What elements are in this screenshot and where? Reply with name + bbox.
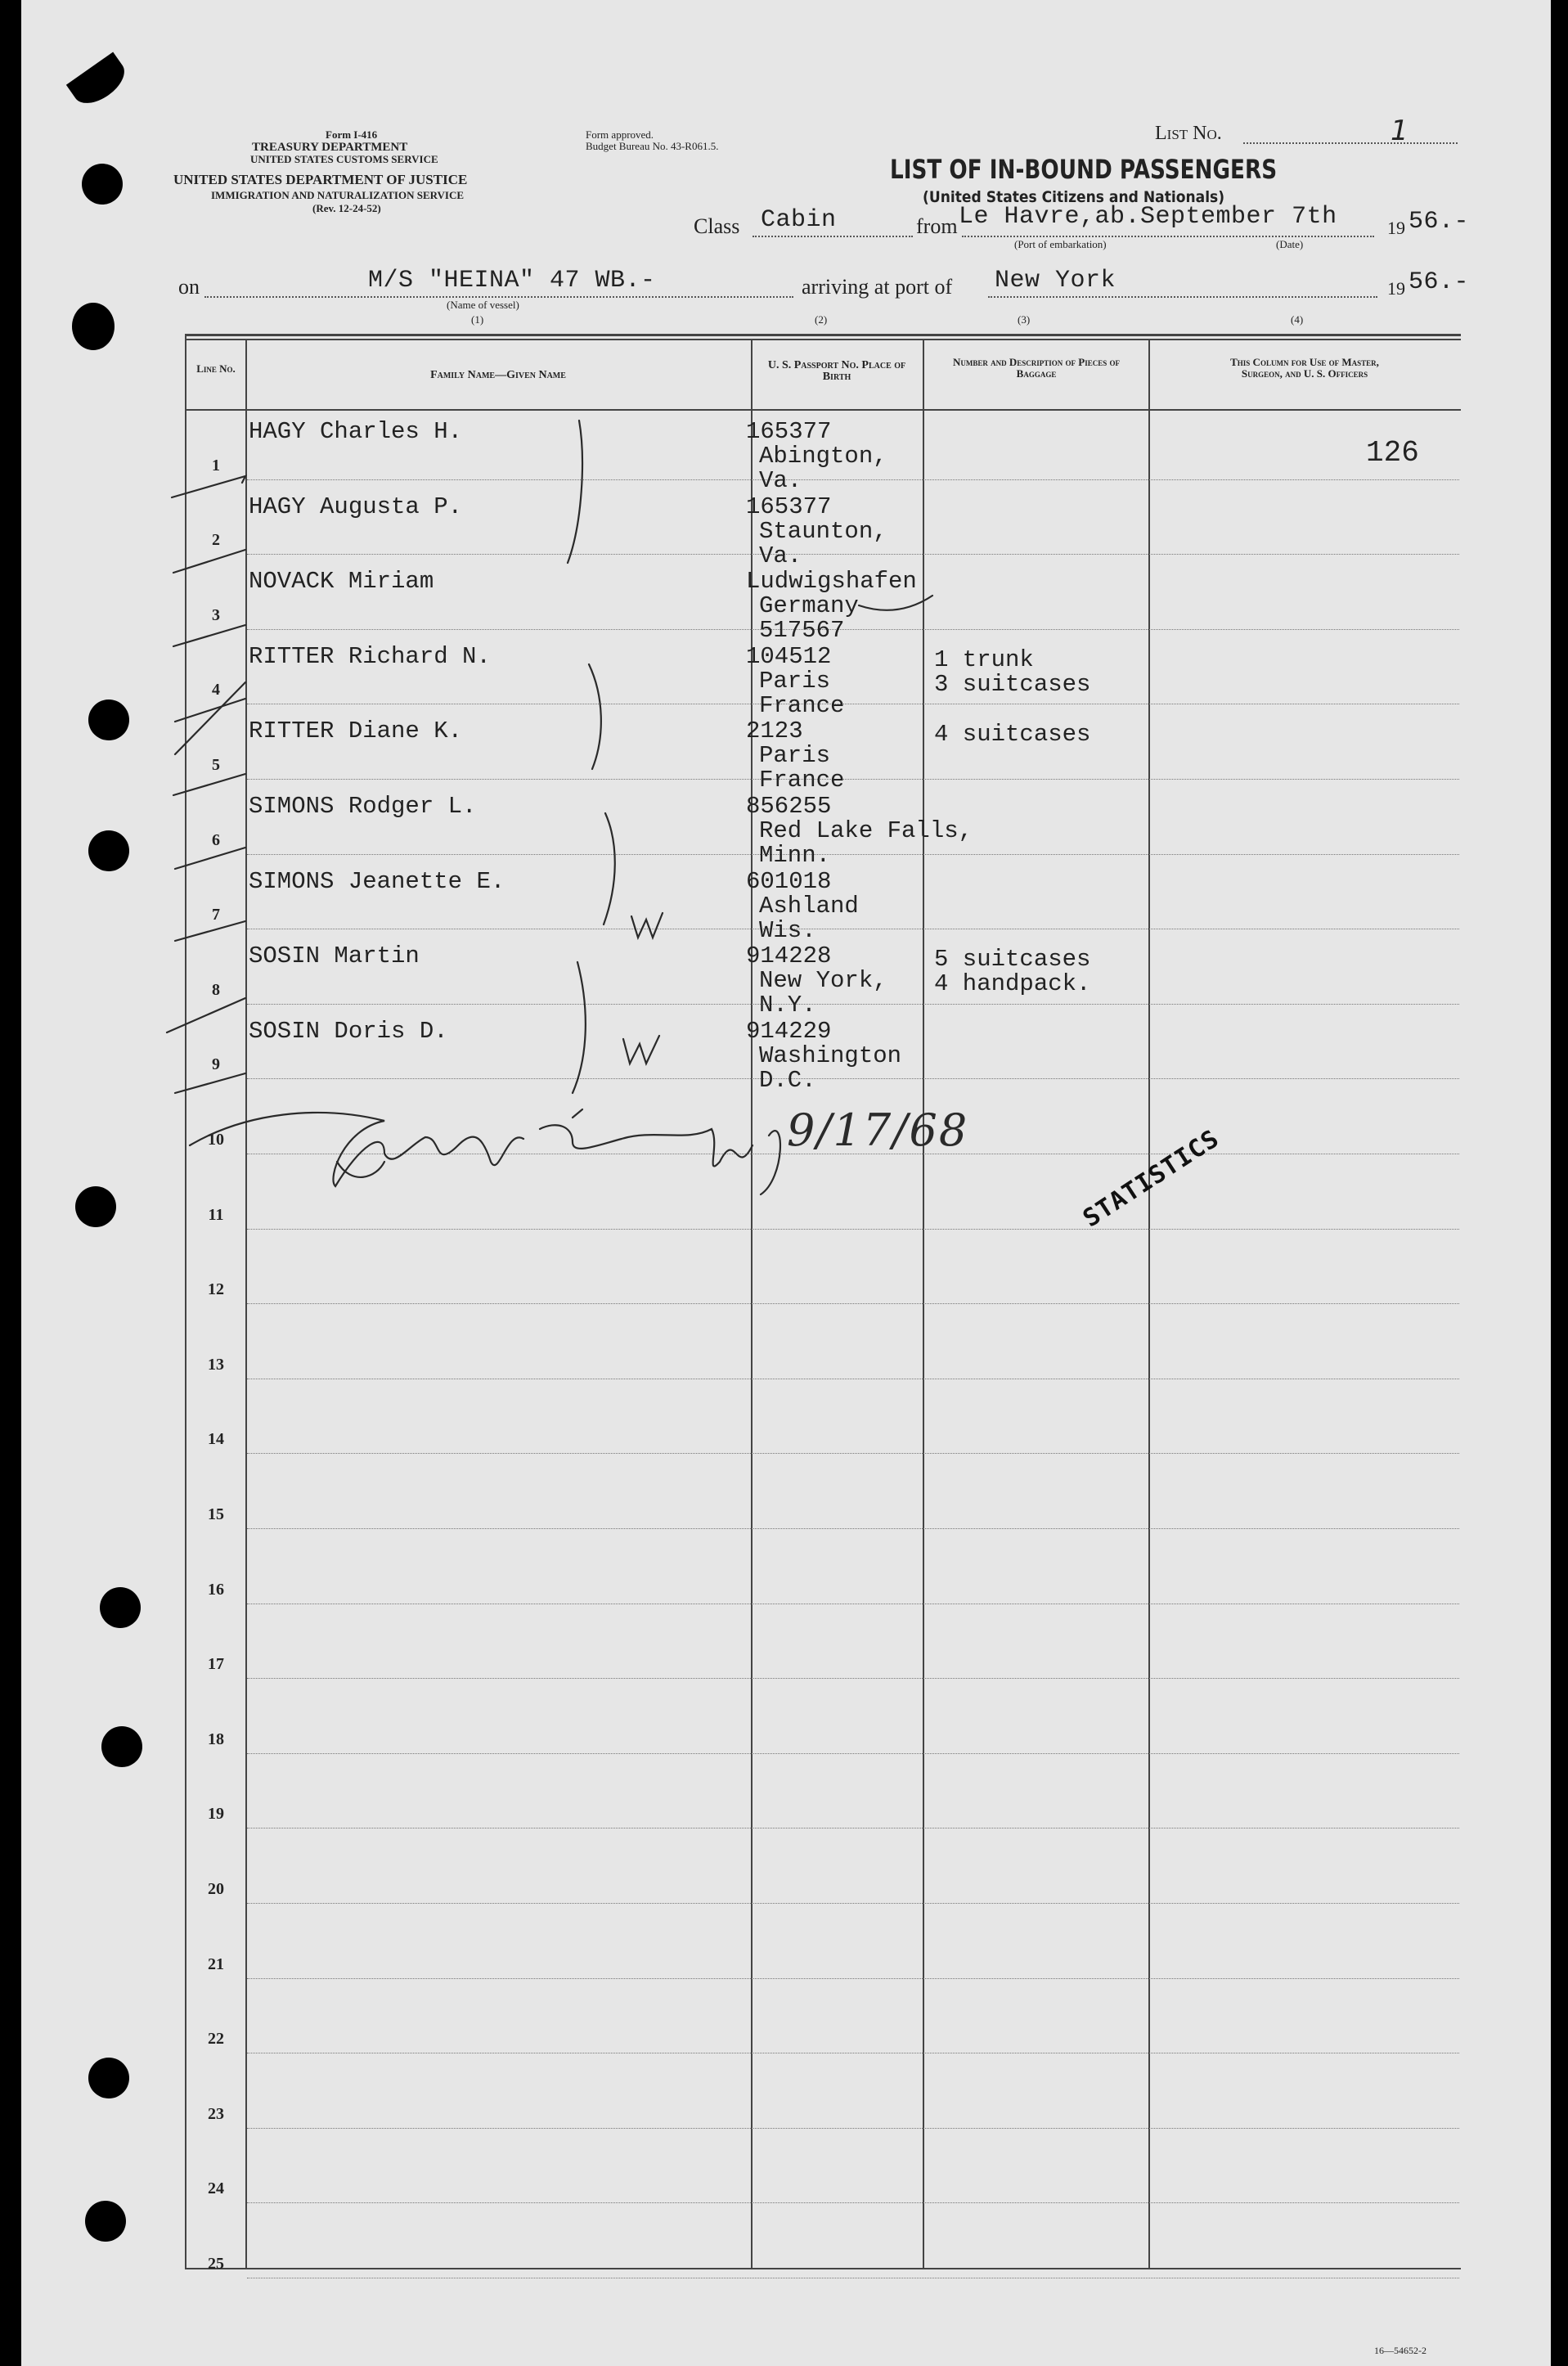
vessel-caption: (Name of vessel) xyxy=(447,299,519,311)
passport-birthplace-line: Va. xyxy=(759,542,802,569)
form-subtitle: (United States Citizens and Nationals) xyxy=(923,188,1225,206)
embarkation-caption: (Port of embarkation) xyxy=(1014,238,1107,250)
line-number: 2 xyxy=(212,531,220,550)
list-no-label: List No. xyxy=(1155,123,1222,144)
passport-birthplace-line: Germany xyxy=(759,592,859,620)
baggage-line: 4 handpack. xyxy=(934,970,1091,998)
passenger-name: SOSIN Martin xyxy=(249,942,420,970)
class-label: Class xyxy=(694,214,740,238)
header-officers: This Column for Use of Master, Surgeon, and U. S. Officers xyxy=(1230,356,1379,380)
line-number: 7 xyxy=(212,906,220,924)
col-num-3: (3) xyxy=(1018,313,1031,326)
passport-birthplace-line: Staunton, xyxy=(759,517,887,545)
passport-birthplace-line: 165377 xyxy=(746,418,832,445)
class-value: Cabin xyxy=(761,206,837,234)
customs-service: UNITED STATES CUSTOMS SERVICE xyxy=(250,153,438,165)
col-num-4: (4) xyxy=(1291,313,1304,326)
passenger-name: HAGY Augusta P. xyxy=(249,493,463,520)
list-no-value: 1 xyxy=(1391,115,1409,147)
line-number: 17 xyxy=(208,1655,224,1674)
baggage-line: 1 trunk xyxy=(934,645,1034,673)
col-num-1: (1) xyxy=(471,313,484,326)
from-value: Le Havre,ab.September 7th xyxy=(959,203,1337,231)
passport-birthplace-line: Va. xyxy=(759,467,802,494)
passport-birthplace-line: 914228 xyxy=(746,942,832,970)
passport-birthplace-line: 914229 xyxy=(746,1017,832,1045)
treasury-department: TREASURY DEPARTMENT xyxy=(252,141,408,154)
passport-birthplace-line: 104512 xyxy=(746,642,832,670)
line-number: 21 xyxy=(208,1954,224,1973)
baggage-line: 5 suitcases xyxy=(934,946,1091,974)
passenger-name: SIMONS Jeanette E. xyxy=(249,867,505,895)
port-value: New York xyxy=(995,267,1116,295)
col-num-2: (2) xyxy=(815,313,828,326)
header-baggage: Number and Description of Pieces of Baggage xyxy=(953,356,1120,380)
on-label: on xyxy=(178,275,200,299)
budget-bureau: Budget Bureau No. 43-R061.5. xyxy=(586,140,719,152)
line-number: 5 xyxy=(212,756,220,774)
passport-birthplace-line: Ludwigshafen xyxy=(746,568,917,596)
line-number: 14 xyxy=(208,1430,224,1449)
line-number: 4 xyxy=(212,681,220,699)
line-number: 22 xyxy=(208,2030,224,2049)
form-number: Form I-416 xyxy=(326,128,378,141)
passport-birthplace-line: Minn. xyxy=(759,842,831,869)
handwritten-date: 9/17/68 xyxy=(787,1104,969,1156)
passenger-name: RITTER Richard N. xyxy=(249,642,491,670)
line-number: 10 xyxy=(208,1131,224,1149)
passport-birthplace-line: 601018 xyxy=(746,867,832,895)
baggage-line: 4 suitcases xyxy=(934,721,1091,749)
baggage-line: 3 suitcases xyxy=(934,670,1091,698)
arriving-label: arriving at port of xyxy=(802,275,953,299)
line-number: 19 xyxy=(208,1805,224,1824)
immigration-service: IMMIGRATION AND NATURALIZATION SERVICE xyxy=(211,189,465,201)
passport-birthplace-line: 2123 xyxy=(746,717,803,745)
passenger-name: SOSIN Doris D. xyxy=(249,1017,448,1045)
line-number: 9 xyxy=(212,1055,220,1074)
form-code: 16—54652-2 xyxy=(1374,2345,1426,2356)
passport-birthplace-line: Abington, xyxy=(759,443,887,470)
form-approved: Form approved. xyxy=(586,128,654,141)
line-number: 20 xyxy=(208,1880,224,1898)
vessel-value: M/S "HEINA" 47 WB.- xyxy=(368,267,656,295)
year2-prefix: 19 xyxy=(1387,278,1405,299)
passport-birthplace-line: France xyxy=(759,767,845,794)
year2-value: 56.- xyxy=(1409,268,1470,296)
passport-birthplace-line: 517567 xyxy=(759,617,845,645)
passenger-name: SIMONS Rodger L. xyxy=(249,793,477,820)
statistics-stamp: STATISTICS xyxy=(1078,1124,1224,1234)
passport-birthplace-line: France xyxy=(759,691,845,719)
department-of-justice: UNITED STATES DEPARTMENT OF JUSTICE xyxy=(173,172,468,187)
line-number: 16 xyxy=(208,1580,224,1599)
header-family-name: Family Name—Given Name xyxy=(430,369,566,381)
line-number: 15 xyxy=(208,1505,224,1523)
year-value: 56.- xyxy=(1409,208,1470,236)
header-passport: U. S. Passport No. Place of Birth xyxy=(767,359,906,383)
line-number: 1 xyxy=(212,456,220,475)
line-number: 8 xyxy=(212,980,220,999)
passenger-name: HAGY Charles H. xyxy=(249,418,463,445)
line-number: 23 xyxy=(208,2104,224,2123)
passport-birthplace-line: Paris xyxy=(759,667,831,695)
date-caption: (Date) xyxy=(1276,238,1304,250)
year-prefix: 19 xyxy=(1387,218,1405,238)
line-number: 18 xyxy=(208,1730,224,1748)
line-number: 25 xyxy=(208,2255,224,2273)
passport-birthplace-line: New York, xyxy=(759,967,887,995)
passport-birthplace-line: Paris xyxy=(759,742,831,770)
passport-birthplace-line: D.C. xyxy=(759,1066,816,1094)
line-number: 24 xyxy=(208,2179,224,2198)
passport-birthplace-line: Red Lake Falls, xyxy=(759,817,973,844)
passport-birthplace-line: Wis. xyxy=(759,916,816,944)
passport-birthplace-line: 165377 xyxy=(746,493,832,520)
line-number: 13 xyxy=(208,1355,224,1374)
passenger-name: RITTER Diane K. xyxy=(249,717,463,745)
officer-note: 126 xyxy=(1366,436,1419,470)
passport-birthplace-line: Washington xyxy=(759,1041,902,1069)
passenger-name: NOVACK Miriam xyxy=(249,568,434,596)
line-number: 11 xyxy=(208,1205,224,1224)
line-number: 6 xyxy=(212,830,220,849)
line-number: 12 xyxy=(208,1280,224,1299)
passport-birthplace-line: 856255 xyxy=(746,793,832,820)
from-label: from xyxy=(916,214,958,238)
header-line-no: Line No. xyxy=(196,362,236,375)
passport-birthplace-line: Ashland xyxy=(759,892,859,920)
passport-birthplace-line: N.Y. xyxy=(759,992,816,1019)
line-number: 3 xyxy=(212,605,220,624)
form-title: LIST OF IN-BOUND PASSENGERS xyxy=(890,154,1278,185)
revision-date: (Rev. 12-24-52) xyxy=(312,202,381,214)
